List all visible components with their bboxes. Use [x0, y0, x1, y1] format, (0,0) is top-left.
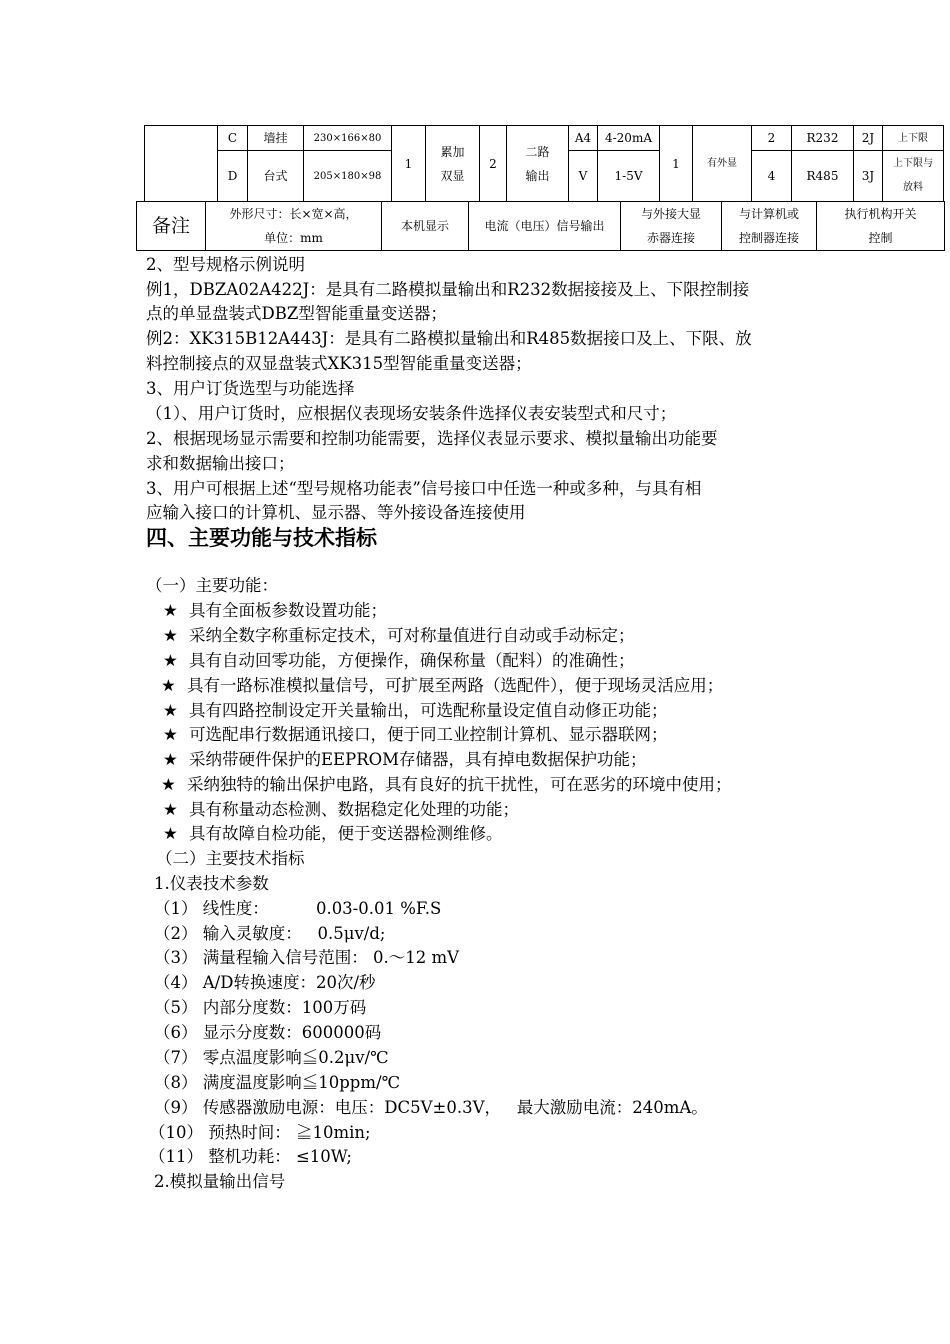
notes-output: 电流（电压）信号输出: [469, 202, 621, 251]
star-icon: ★: [163, 824, 178, 843]
cell-analog-code: 2: [480, 126, 507, 202]
star-icon: ★: [163, 701, 178, 720]
text-line: （1）、用户订货时，应根据仪表现场安装条件选择仪表安装型式和尺寸；: [146, 404, 677, 423]
cell-ctrl-c: 上下限: [883, 126, 944, 151]
cell-comm-code-c: 2: [752, 126, 792, 151]
star-icon: ★: [163, 601, 178, 620]
param-item: （3） 满量程输入信号范围： 0.～12 mV: [154, 948, 460, 967]
star-icon: ★: [161, 775, 176, 794]
cell-type-c: 墙挂: [248, 126, 304, 151]
cell-analog: 二路 输出: [507, 126, 569, 202]
notes-ext: 与外接大显 赤器连接: [621, 202, 722, 251]
notes-pc: 与计算机或 控制器连接: [722, 202, 817, 251]
text-line: 求和数据输出接口；: [146, 454, 295, 473]
function-item: ★ 具有称量动态检测、数据稳定化处理的功能；: [163, 798, 519, 822]
cell-ctrl-d: 上下限与 放料: [883, 151, 944, 202]
function-item: ★ 采纳独特的输出保护电路，具有良好的抗干扰性，可在恶劣的环境中使用；: [161, 773, 732, 797]
cell-ctrl-code-c: 2J: [854, 126, 883, 151]
notes-display: 本机显示: [382, 202, 469, 251]
function-item: ★ 采纳全数字称重标定技术，可对称量值进行自动或手动标定；: [163, 624, 635, 648]
tech-subtitle: 1.仪表技术参数: [154, 874, 269, 893]
cell-display: 累加 双显: [426, 126, 480, 202]
cell-sig-c: 4-20mA: [598, 126, 660, 151]
text-line: 2、型号规格示例说明: [146, 255, 305, 274]
function-item: ★ 具有全面板参数设置功能；: [163, 599, 387, 623]
cell-ext-code: 1: [660, 126, 693, 202]
function-item: ★ 可选配串行数据通讯接口，便于同工业控制计算机、显示器联网；: [163, 723, 668, 747]
text-line: 例2：XK315B12A443J：是具有二路模拟量输出和R485数据接口及上、下限、放: [146, 329, 752, 348]
function-item: ★ 具有自动回零功能，方便操作，确保称量（配料）的准确性；: [163, 649, 635, 673]
section-heading: 四、主要功能与技术指标: [146, 526, 377, 550]
cell-size-d: 205×180×98: [304, 151, 392, 202]
param-item: （1） 线性度： 0.03-0.01 %F.S: [154, 899, 442, 918]
cell-type-d: 台式: [248, 151, 304, 202]
notes-table: [136, 201, 945, 251]
star-icon: ★: [163, 750, 178, 769]
cell-code-d: D: [218, 151, 248, 202]
spec-table: [144, 125, 944, 202]
text-line: 点的单显盘装式DBZ型智能重量变送器；: [146, 304, 447, 323]
functions-title: （一）主要功能：: [146, 576, 278, 595]
text-line: 3、用户可根据上述“型号规格功能表”信号接口中任选一种或多种，与具有相: [146, 479, 702, 498]
param-item: （6） 显示分度数：600000码: [154, 1023, 382, 1042]
cell-ctrl-code-d: 3J: [854, 151, 883, 202]
function-item: ★ 具有故障自检功能，便于变送器检测维修。: [163, 822, 503, 846]
cell-comm-d: R485: [792, 151, 854, 202]
param-item: （5） 内部分度数：100万码: [154, 998, 367, 1017]
param-item: （11） 整机功耗： ≤10W;: [149, 1147, 352, 1166]
cell-ext: 有外显: [693, 126, 752, 202]
cell-comm-c: R232: [792, 126, 854, 151]
cell-code-c: C: [218, 126, 248, 151]
star-icon: ★: [163, 626, 178, 645]
param-item: （7） 零点温度影响≦0.2μv/℃: [154, 1048, 389, 1067]
cell-sig-code-d: V: [569, 151, 598, 202]
param-item: （2） 输入灵敏度： 0.5μv/d;: [154, 924, 386, 943]
text-line: 料控制接点的双显盘装式XK315型智能重量变送器；: [146, 354, 532, 373]
star-icon: ★: [163, 800, 178, 819]
notes-actuator: 执行机构开关 控制: [817, 202, 945, 251]
text-line: 例1，DBZA02A422J：是具有二路模拟量输出和R232数据接接及上、下限控制接: [146, 280, 750, 299]
star-icon: ★: [163, 725, 178, 744]
tech-subtitle: 2.模拟量输出信号: [154, 1172, 286, 1191]
cell-unit-code: 1: [392, 126, 426, 202]
function-item: ★ 具有四路控制设定开关量输出，可选配称量设定值自动修正功能；: [163, 699, 668, 723]
blank-cell: [145, 126, 218, 202]
cell-comm-code-d: 4: [752, 151, 792, 202]
text-line: 应输入接口的计算机、显示器、等外接设备连接使用: [146, 503, 526, 522]
param-item: （4） A/D转换速度：20次/秒: [154, 973, 376, 992]
notes-label: 备注: [137, 202, 206, 251]
function-item: ★ 采纳带硬件保护的EEPROM存储器，具有掉电数据保护功能；: [163, 748, 647, 772]
cell-sig-d: 1-5V: [598, 151, 660, 202]
cell-sig-code-c: A4: [569, 126, 598, 151]
param-item: （8） 满度温度影响≦10ppm/℃: [154, 1073, 401, 1092]
param-item: （10） 预热时间： ≧10min;: [149, 1123, 371, 1142]
star-icon: ★: [163, 651, 178, 670]
cell-size-c: 230×166×80: [304, 126, 392, 151]
param-item: （9） 传感器激励电源：电压：DC5V±0.3V， 最大激励电流：240mA。: [154, 1098, 708, 1117]
text-line: 3、用户订货选型与功能选择: [146, 379, 355, 398]
tech-title: （二）主要技术指标: [156, 849, 305, 868]
notes-dims: 外形尺寸：长×宽×高， 单位：mm: [206, 202, 382, 251]
text-line: 2、根据现场显示需要和控制功能需要，选择仪表显示要求、模拟量输出功能要: [146, 429, 718, 448]
star-icon: ★: [161, 676, 176, 695]
function-item: ★ 具有一路标准模拟量信号，可扩展至两路（选配件），便于现场灵活应用；: [161, 674, 723, 698]
